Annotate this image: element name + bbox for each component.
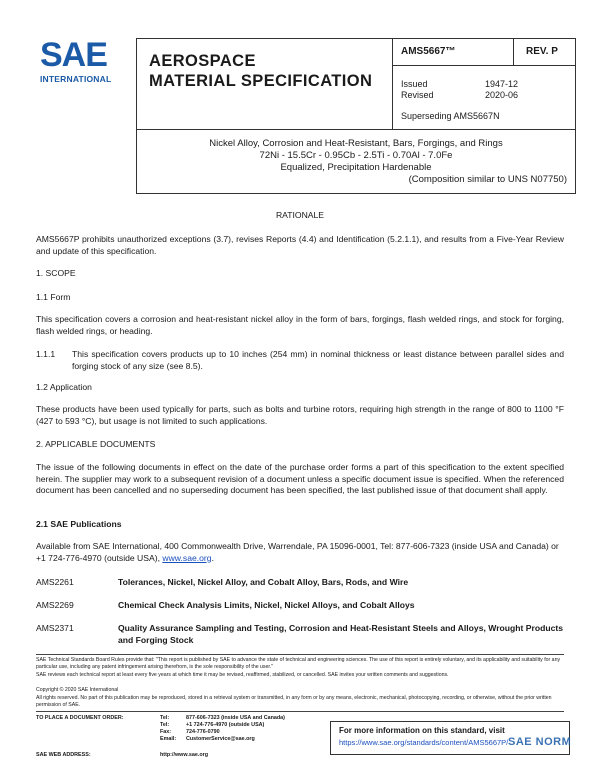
sae-logo bbox=[38, 38, 120, 88]
web-value[interactable]: http://www.sae.org bbox=[160, 752, 209, 758]
spec-number: AMS5667™ bbox=[401, 46, 456, 57]
dates-box bbox=[392, 66, 576, 130]
document-title bbox=[149, 51, 372, 91]
superseding: Superseding AMS5667N bbox=[401, 111, 500, 121]
footer-divider bbox=[36, 711, 564, 712]
tel2-value: +1 724-776-4970 (outside USA) bbox=[186, 722, 265, 728]
section-1-2-text: These products have been used typically for parts, such as bolts and turbine rotors, requiring high strength in the range of 800 to 1100 °F (427 to 593 °C), but usage is not limited to such applications. bbox=[36, 404, 564, 426]
issued-value: 1947-12 bbox=[485, 79, 519, 89]
web-label: SAE WEB ADDRESS: bbox=[36, 752, 91, 758]
revised-value: 2020-06 bbox=[485, 90, 519, 100]
subject-line2: 72Ni - 15.5Cr - 0.95Cb - 2.5Ti - 0.70Al - 7.0Fe bbox=[259, 150, 453, 161]
section-2-1-heading: 2.1 SAE Publications bbox=[36, 519, 122, 529]
title-box bbox=[136, 38, 392, 130]
revised-label: Revised bbox=[401, 90, 434, 100]
title-line2: MATERIAL SPECIFICATION bbox=[149, 72, 373, 90]
subject-line3: Equalized, Precipitation Hardenable bbox=[280, 162, 432, 173]
subject-box bbox=[136, 130, 576, 194]
email-value[interactable]: CustomerService@sae.org bbox=[186, 736, 255, 742]
tel2-label: Tel: bbox=[160, 722, 170, 728]
revision: REV. P bbox=[526, 46, 558, 57]
ref-id: AMS2371 bbox=[36, 623, 74, 633]
section-1-1-heading: 1.1 Form bbox=[36, 292, 71, 302]
tel1-value: 877-606-7323 (inside USA and Canada) bbox=[186, 715, 285, 721]
section-2-heading: 2. APPLICABLE DOCUMENTS bbox=[36, 439, 156, 449]
footer-note-review: SAE reviews each technical report at least every five years at which time it may be revised, reaffirmed, stabilized, or cancelled. SAE invites your written comments and suggestions. bbox=[36, 672, 449, 678]
subject-line1: Nickel Alloy, Corrosion and Heat-Resistant, Bars, Forgings, and Rings bbox=[209, 138, 503, 149]
rationale-text: AMS5667P prohibits unauthorized exceptions (3.7), revises Reports (4.4) and Identification (5.2.1.1), and results from a Five-Year Review and update of this specification. bbox=[36, 234, 564, 256]
section-2-text: The issue of the following documents in effect on the date of the purchase order forms a part of this specification to the extent specified herein. The supplier may work to a subsequent revision of a document unless a specific document issue is specified. When the referenced document has been cancelled and no superseding document has been specified, the last published issue of that document shall apply. bbox=[36, 462, 564, 495]
footer-copyright: Copyright © 2020 SAE International bbox=[36, 687, 119, 693]
section-1-heading: 1. SCOPE bbox=[36, 268, 76, 278]
tel1-label: Tel: bbox=[160, 715, 170, 721]
section-1-1-1-text: This specification covers products up to 10 inches (254 mm) in nominal thickness or least distance between parallel sides and forging stock of any size (see 8.5). bbox=[72, 349, 564, 371]
section-1-2-heading: 1.2 Application bbox=[36, 382, 92, 392]
fax-label: Fax: bbox=[160, 729, 172, 735]
footer-note-rules: SAE Technical Standards Board Rules provide that: "This report is published by SAE to advance the state of technical and engineering sciences. The use of this report is entirely voluntary, and its applicability and suitability for any particular use, including any patent infringement arising therefrom, is the sole responsibility of the user." bbox=[36, 657, 561, 670]
logo-text: SAE bbox=[40, 36, 107, 74]
section-1-1-text: This specification covers a corrosion and heat-resistant nickel alloy in the form of bars, forgings, flash welded rings, and stock for forging, flash welded rings, or heading. bbox=[36, 314, 564, 336]
section-1-1-1-number: 1.1.1 bbox=[36, 349, 56, 359]
spec-number-box bbox=[392, 38, 514, 66]
ref-text: Tolerances, Nickel, Nickel Alloy, and Cobalt Alloy, Bars, Rods, and Wire bbox=[118, 577, 409, 587]
fax-value: 724-776-0790 bbox=[186, 729, 220, 735]
ref-id: AMS2261 bbox=[36, 577, 74, 587]
subject-line4: (Composition similar to UNS N07750) bbox=[408, 174, 567, 185]
footer-note-rights: All rights reserved. No part of this publication may be reproduced, stored in a retrieval system or transmitted, in any form or by any means, electronic, mechanical, photocopying, recording, or otherwise, without the prior written permission of SAE. bbox=[36, 695, 552, 708]
issued-label: Issued bbox=[401, 79, 428, 89]
sae-website-link[interactable]: www.sae.org bbox=[162, 552, 212, 563]
logo-subtext: INTERNATIONAL bbox=[40, 74, 112, 84]
rationale-title: RATIONALE bbox=[275, 210, 325, 220]
section-2-1-text: Available from SAE International, 400 Commonwealth Drive, Warrendale, PA 15096-0001, Tel: 877-606-7323 (inside USA and Canada) or +1 724-776-4970 (outside USA), www.sae.org. bbox=[36, 541, 559, 563]
ref-text: Chemical Check Analysis Limits, Nickel, Nickel Alloys, and Cobalt Alloys bbox=[118, 600, 415, 610]
more-info-title: For more information on this standard, visit bbox=[339, 726, 505, 735]
footer-divider bbox=[36, 654, 564, 655]
ref-id: AMS2269 bbox=[36, 600, 74, 610]
title-line1: AEROSPACE bbox=[149, 52, 256, 70]
section-2-1-body: Available from SAE International, 400 Commonwealth Drive, Warrendale, PA 15096-0001, Tel: 877-606-7323 (inside USA and Canada) or +1 724-776-4970 (outside USA), bbox=[36, 541, 559, 563]
more-info-url[interactable]: https://www.sae.org/standards/content/AMS5667P/ bbox=[339, 738, 509, 747]
email-label: Email: bbox=[160, 736, 177, 742]
order-label: TO PLACE A DOCUMENT ORDER: bbox=[36, 715, 124, 721]
watermark: SAE NORM bbox=[508, 736, 572, 748]
revision-box bbox=[514, 38, 576, 66]
ref-text: Quality Assurance Sampling and Testing, Corrosion and Heat-Resistant Steels and Alloys, Wrought Products and Forging Stock bbox=[118, 623, 564, 645]
